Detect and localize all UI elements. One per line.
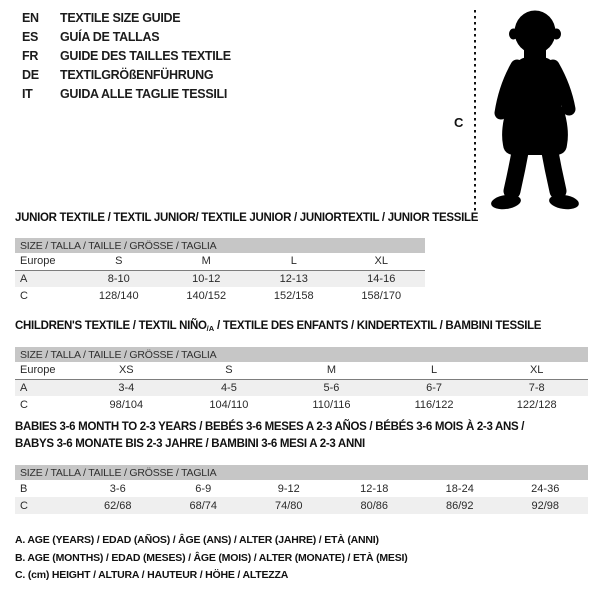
size-header-label: SIZE / TALLA / TAILLE / GRÖSSE / TAGLIA — [15, 347, 588, 362]
row-label: B — [20, 482, 28, 495]
legend-line-b: B. AGE (MONTHS) / EDAD (MESES) / ÂGE (MOIS) / ALTER (MONATE) / ETÀ (MESI) — [15, 551, 408, 564]
language-title: GUÍA DE TALLAS — [60, 30, 160, 44]
row-label: Europe — [15, 362, 75, 379]
baby-silhouette-icon — [452, 5, 598, 217]
size-cell: XL — [485, 362, 588, 379]
size-header-label: SIZE / TALLA / TAILLE / GRÖSSE / TAGLIA — [15, 465, 588, 480]
value-cell: 92/98 — [503, 497, 589, 514]
babies-table-title — [15, 419, 575, 452]
value-cell: 7-8 — [485, 379, 588, 396]
value-cell: 104/110 — [209, 398, 249, 411]
row-label: A — [15, 379, 75, 396]
language-row-it — [22, 85, 231, 104]
value-cell: 80/86 — [332, 497, 418, 514]
title-text: / TEXTILE DES ENFANTS / KINDERTEXTIL / BAMBINI TESSILE — [214, 320, 542, 332]
value-cell: 122/128 — [516, 398, 557, 411]
size-cell: S — [75, 253, 163, 270]
babies-title-line2: BABYS 3-6 MONATE BIS 2-3 JAHRE / BAMBINI 3-6 MESI A 2-3 ANNI — [15, 437, 365, 450]
language-title: TEXTILE SIZE GUIDE — [60, 11, 181, 25]
language-title: GUIDA ALLE TAGLIE TESSILI — [60, 87, 228, 101]
children-size-table — [15, 347, 588, 413]
value-cell: 74/80 — [246, 497, 332, 514]
title-subscript: /A — [206, 324, 215, 333]
value-cell: 152/158 — [273, 289, 314, 302]
legend-line-c: C. (cm) HEIGHT / ALTURA / HAUTEUR / HÖHE / ALTEZZA — [15, 569, 289, 581]
value-cell: 10-12 — [163, 270, 251, 287]
language-code: EN — [22, 11, 39, 25]
value-cell: 6-7 — [383, 379, 486, 396]
language-row-de — [22, 66, 231, 85]
row-label: A — [15, 270, 75, 287]
size-cell: XS — [75, 362, 178, 379]
toddler-silhouette-shape — [490, 11, 580, 212]
row-label: C — [20, 398, 28, 411]
size-cell: L — [250, 253, 338, 270]
language-code: IT — [22, 87, 33, 101]
height-measure-label: C — [454, 115, 464, 130]
value-cell: 12-13 — [250, 270, 338, 287]
junior-size-table — [15, 238, 425, 304]
language-title: GUIDE DES TAILLES TEXTILE — [60, 49, 231, 63]
size-header-row — [15, 347, 588, 362]
row-label: C — [20, 289, 28, 302]
value-cell: 110/116 — [312, 398, 351, 411]
value-cell: 14-16 — [338, 270, 426, 287]
language-code: FR — [22, 49, 39, 63]
table-row-age — [15, 379, 588, 396]
value-cell: 6-9 — [195, 482, 212, 495]
table-row-europe — [15, 362, 588, 379]
value-cell: 12-18 — [360, 482, 389, 495]
children-table-title — [15, 320, 541, 333]
size-cell: L — [383, 362, 486, 379]
value-cell: 18-24 — [445, 482, 474, 495]
measurement-legend — [15, 532, 408, 585]
table-row-height — [15, 497, 588, 514]
value-cell: 3-6 — [109, 482, 126, 495]
table-row-height — [15, 396, 588, 413]
table-row-months — [15, 480, 588, 497]
language-code: DE — [22, 68, 39, 82]
value-cell: 116/122 — [414, 398, 454, 411]
language-row-fr — [22, 47, 231, 66]
language-title-list — [22, 9, 231, 104]
table-row-europe — [15, 253, 425, 270]
row-label: Europe — [15, 253, 75, 270]
value-cell: 128/140 — [98, 289, 139, 302]
size-cell: M — [163, 253, 251, 270]
size-cell: S — [178, 362, 281, 379]
size-header-row — [15, 238, 425, 253]
size-header-label: SIZE / TALLA / TAILLE / GRÖSSE / TAGLIA — [15, 238, 425, 253]
size-cell: M — [280, 362, 383, 379]
value-cell: 86/92 — [417, 497, 503, 514]
babies-size-table — [15, 465, 588, 514]
row-label: C — [15, 497, 75, 514]
value-cell: 3-4 — [75, 379, 178, 396]
language-title: TEXTILGRÖßENFÜHRUNG — [60, 68, 214, 82]
height-measure-figure — [452, 5, 598, 217]
value-cell: 8-10 — [75, 270, 163, 287]
size-cell: XL — [338, 253, 426, 270]
legend-line-a: A. AGE (YEARS) / EDAD (AÑOS) / ÂGE (ANS) / ALTER (JAHRE) / ETÀ (ANNI) — [15, 534, 379, 546]
table-row-age — [15, 270, 425, 287]
value-cell: 24-36 — [531, 482, 560, 495]
value-cell: 4-5 — [178, 379, 281, 396]
language-row-es — [22, 28, 231, 47]
babies-title-line1: BABIES 3-6 MONTH TO 2-3 YEARS / BEBÉS 3-6 MESES A 2-3 AÑOS / BÉBÉS 3-6 MOIS À 2-3 ANS / — [15, 421, 525, 433]
table-row-height — [15, 287, 425, 304]
language-row-en — [22, 9, 231, 28]
language-code: ES — [22, 30, 39, 44]
value-cell: 5-6 — [280, 379, 383, 396]
value-cell: 68/74 — [161, 497, 247, 514]
junior-table-title: JUNIOR TEXTILE / TEXTIL JUNIOR/ TEXTILE JUNIOR / JUNIORTEXTIL / JUNIOR TESSILE — [15, 212, 479, 224]
value-cell: 140/152 — [186, 289, 227, 302]
value-cell: 9-12 — [277, 482, 300, 495]
value-cell: 62/68 — [75, 497, 161, 514]
title-text: CHILDREN'S TEXTILE / TEXTIL NIÑO — [15, 320, 207, 332]
value-cell: 158/170 — [361, 289, 402, 302]
value-cell: 98/104 — [109, 398, 144, 411]
size-header-row — [15, 465, 588, 480]
